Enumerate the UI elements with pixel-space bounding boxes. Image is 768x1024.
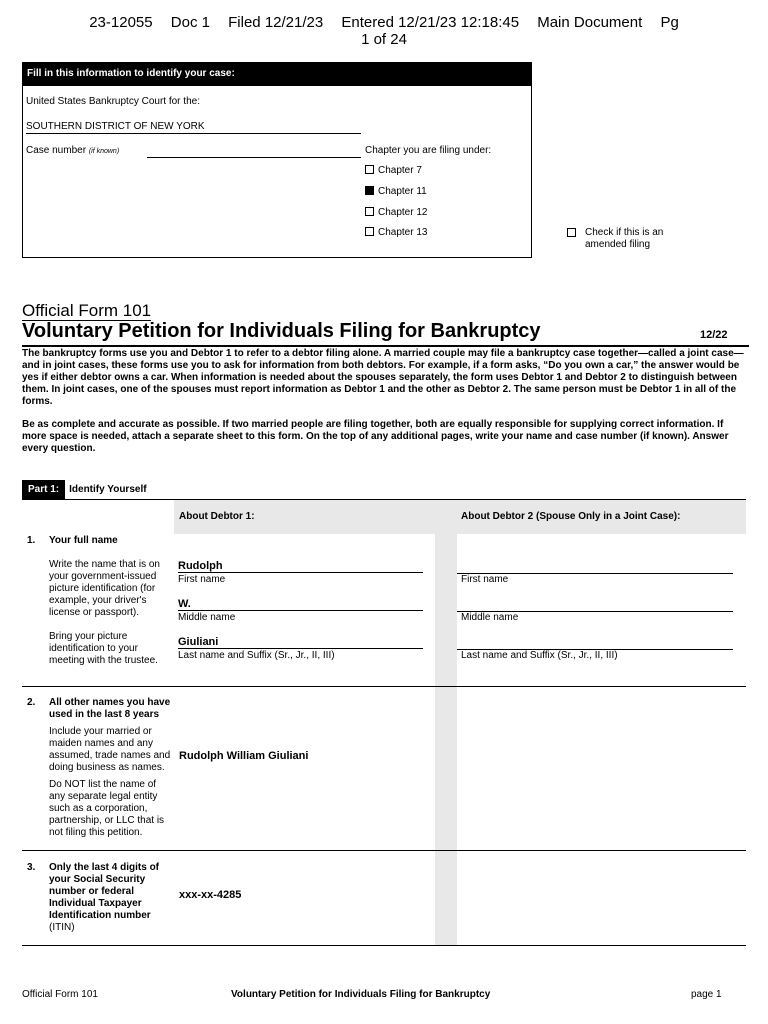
chapter-11-checkbox[interactable] [365, 186, 374, 195]
chapter-7-checkbox[interactable] [365, 165, 374, 174]
district-field[interactable]: SOUTHERN DISTRICT OF NEW YORK [26, 121, 361, 134]
chapter-11-option[interactable] [365, 186, 427, 197]
debtor1-first-name-label: First name [178, 574, 226, 585]
footer-title: Voluntary Petition for Individuals Filing for Bankruptcy [231, 989, 491, 1000]
case-number-header: 23-12055 [89, 14, 153, 31]
chapter-13-label: Chapter 13 [378, 227, 428, 238]
form-number [22, 301, 151, 321]
amended-option[interactable] [567, 227, 663, 251]
debtor1-other-names[interactable]: Rudolph William Giuliani [179, 750, 309, 762]
main-document-label: Main Document [537, 14, 643, 31]
part-1-title: Identify Yourself [69, 484, 147, 495]
debtor1-middle-name[interactable]: W. [178, 598, 423, 611]
doc-number: Doc 1 [170, 14, 210, 31]
amended-label-line2: amended filing [585, 239, 651, 250]
debtor-1-column-header: About Debtor 1: [179, 511, 255, 522]
chapter-label: Chapter you are filing under: [365, 145, 492, 156]
q3-title-text: Only the last 4 digits of your Social Security number or federal Individual Taxpayer Identification number [49, 862, 160, 921]
footer-form-number: Official Form 101 [22, 989, 98, 1000]
debtor1-last-name-label: Last name and Suffix (Sr., Jr., II, III) [178, 650, 335, 661]
debtor1-first-name[interactable]: Rudolph [178, 560, 423, 573]
chapter-11-label: Chapter 11 [378, 186, 427, 197]
q1-help-2: Bring your picture identification to your meeting with the trustee. [49, 631, 158, 666]
debtor2-first-name-label: First name [461, 574, 509, 585]
part-1-label: Part 1: [22, 480, 65, 500]
q3-rule [22, 945, 746, 946]
q3-number: 3. [27, 862, 36, 873]
debtor2-last-name-label: Last name and Suffix (Sr., Jr., II, III) [461, 650, 618, 661]
q1-title: Your full name [49, 535, 118, 546]
q1-rule [22, 686, 746, 687]
filing-header [0, 14, 768, 48]
case-info-box [22, 62, 532, 258]
title-rule [22, 345, 749, 347]
case-number-field[interactable] [147, 157, 361, 158]
q2-number: 2. [27, 697, 36, 708]
q3-title-tail: (ITIN) [49, 922, 75, 933]
chapter-12-option[interactable] [365, 207, 427, 218]
if-known-note: (if known) [88, 148, 120, 155]
amended-checkbox[interactable] [567, 228, 576, 237]
debtor1-middle-name-label: Middle name [178, 612, 236, 623]
debtor-2-column-header: About Debtor 2 (Spouse Only in a Joint Case): [461, 511, 681, 522]
column-separator [435, 534, 457, 945]
court-label: United States Bankruptcy Court for the: [26, 96, 200, 107]
q1-help-1: Write the name that is on your government-issued picture identification (for example, your driver's license or passport). [49, 559, 160, 618]
q2-help-2: Do NOT list the name of any separate legal entity such as a corporation, partnership, or LLC that is not filing this petition. [49, 779, 165, 838]
page-of-count: 1 of 24 [361, 31, 407, 48]
case-number-label [26, 145, 119, 156]
case-info-bar-text: Fill in this information to identify your case: [27, 68, 235, 79]
debtor2-middle-name-label: Middle name [461, 612, 519, 623]
chapter-12-label: Chapter 12 [378, 207, 428, 218]
intro-paragraph-2: Be as complete and accurate as possible. If two married people are filing together, both are equally responsible for supplying correct information. If more space is needed, attach a separate sheet to this form. On the top of any additional pages, write your name and case number (if known). Answer every question. [22, 419, 729, 454]
chapter-13-checkbox[interactable] [365, 227, 374, 236]
footer-page: page 1 [691, 989, 722, 1000]
case-info-bar [22, 62, 531, 86]
case-number-label-text: Case number [26, 145, 87, 156]
q3-title [49, 862, 174, 934]
chapter-13-option[interactable] [365, 227, 427, 238]
amended-label-line1: Check if this is an [585, 227, 664, 238]
debtor1-ssn-last4[interactable]: xxx-xx-4285 [179, 889, 242, 901]
filed-date: Filed 12/21/23 [228, 14, 324, 31]
chapter-7-option[interactable] [365, 165, 422, 176]
entered-date: Entered 12/21/23 12:18:45 [341, 14, 520, 31]
q1-number: 1. [27, 535, 36, 546]
q2-help-1: Include your married or maiden names and any assumed, trade names and doing business as names. [49, 726, 171, 773]
part-1-heading [22, 479, 147, 499]
chapter-12-checkbox[interactable] [365, 207, 374, 216]
form-title: Voluntary Petition for Individuals Filing for Bankruptcy [22, 320, 541, 342]
form-number-text: Official Form 101 [22, 301, 152, 320]
pg-label: Pg [660, 14, 679, 31]
debtor1-last-name[interactable]: Giuliani [178, 636, 423, 649]
intro-paragraph-1: The bankruptcy forms use you and Debtor 1 to refer to a debtor filing alone. A married couple may file a bankruptcy case together—called a joint case—and in joint cases, these forms use you to ask for information from both debtors. For example, if a form asks, “Do you own a car,” the answer would be yes if either debtor owns a car. When information is needed about the spouses separately, the form uses Debtor 1 and Debtor 2 to distinguish between them. In joint cases, one of the spouses must report information as Debtor 1 and the other as Debtor 2. The same person must be Debtor 1 in all of the forms. [22, 348, 744, 407]
q2-rule [22, 850, 746, 851]
form-revision: 12/22 [700, 329, 728, 341]
q2-title: All other names you have used in the last 8 years [49, 697, 171, 720]
chapter-7-label: Chapter 7 [378, 165, 422, 176]
